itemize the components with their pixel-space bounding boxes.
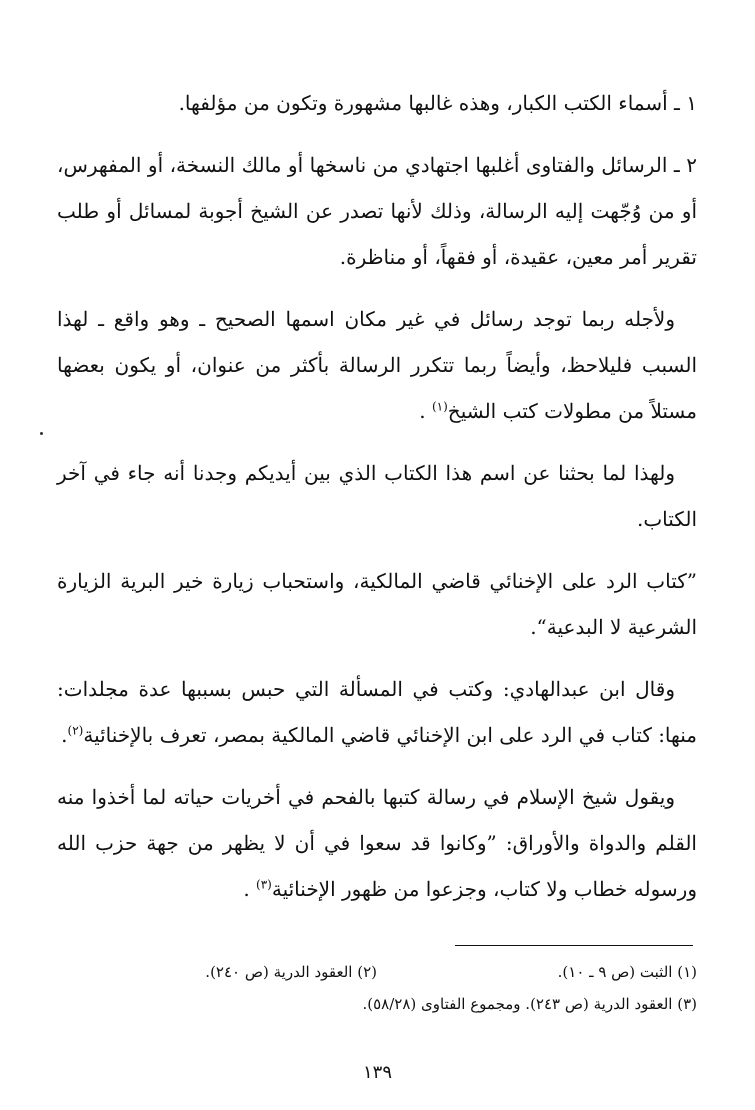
- paragraph-7-text: ويقول شيخ الإسلام في رسالة كتبها بالفحم في أخريات حياته لما أخذوا منه القلم والدواة والأوراق: ”وكانوا قد سعوا في أن لا يظهر من جهة حزب الله ورسوله خطاب ولا كتاب، وجزعوا من ظهور الإخنائية: [57, 785, 697, 901]
- footnote-row-1: [57, 956, 697, 988]
- paragraph-3-end: .: [419, 399, 432, 423]
- book-title-quote: ”كتاب الرد على الإخنائي قاضي المالكية، واستحباب زيارة خير البرية الزيارة الشرعية لا البدعية“.: [57, 569, 697, 639]
- paragraph-4: [57, 450, 697, 542]
- paragraph-1: [57, 80, 697, 126]
- footnote-ref-1: (١): [431, 399, 448, 414]
- paragraph-6: [57, 666, 697, 758]
- footnote-1: (١) الثبت (ص ٩ ـ ١٠).: [557, 963, 697, 981]
- margin-mark: [40, 432, 43, 435]
- footnote-ref-3: (٣): [256, 877, 272, 892]
- footnote-2: (٢) العقود الدرية (ص ٢٤٠).: [205, 963, 377, 981]
- paragraph-4-text: ولهذا لما بحثنا عن اسم هذا الكتاب الذي بين أيديكم وجدنا أنه جاء في آخر الكتاب.: [57, 461, 697, 531]
- footnote-ref-2: (٢): [67, 723, 84, 738]
- paragraph-6-end: .: [61, 723, 68, 747]
- paragraph-7-end: .: [243, 877, 257, 901]
- footnote-separator: [455, 945, 693, 946]
- paragraph-3: [57, 296, 697, 434]
- paragraph-7: [57, 774, 697, 912]
- page-number: ١٣٩: [362, 1062, 392, 1083]
- paragraph-1-text: ١ ـ أسماء الكتب الكبار، وهذه غالبها مشهورة وتكون من مؤلفها.: [178, 91, 697, 115]
- paragraph-3-text: ولأجله ربما توجد رسائل في غير مكان اسمها الصحيح ـ وهو واقع ـ لهذا السبب فليلاحظ، وأيضاً ربما تتكرر الرسالة بأكثر من عنوان، أو يكون بعضها مستلاً من مطولات كتب الشيخ: [57, 307, 697, 423]
- main-text: [57, 80, 697, 928]
- paragraph-5-quote: [57, 558, 697, 650]
- footnote-3: (٣) العقود الدرية (ص ٢٤٣). ومجموع الفتاوى (٥٨/٢٨).: [362, 995, 697, 1013]
- paragraph-6-text: وقال ابن عبدالهادي: وكتب في المسألة التي حبس بسببها عدة مجلدات: منها: كتاب في الرد على ابن الإخنائي قاضي المالكية بمصر، تعرف بالإخنائية: [57, 677, 697, 747]
- footnotes: [57, 956, 697, 1020]
- paragraph-2-text: ٢ ـ الرسائل والفتاوى أغلبها اجتهادي من ناسخها أو مالك النسخة، أو المفهرس، أو من وُجّهت إليه الرسالة، وذلك لأنها تصدر عن الشيخ أجوبة لمسائل أو طلب تقرير أمر معين، عقيدة، أو فقهاً، أو مناظرة.: [57, 153, 697, 269]
- paragraph-2: [57, 142, 697, 280]
